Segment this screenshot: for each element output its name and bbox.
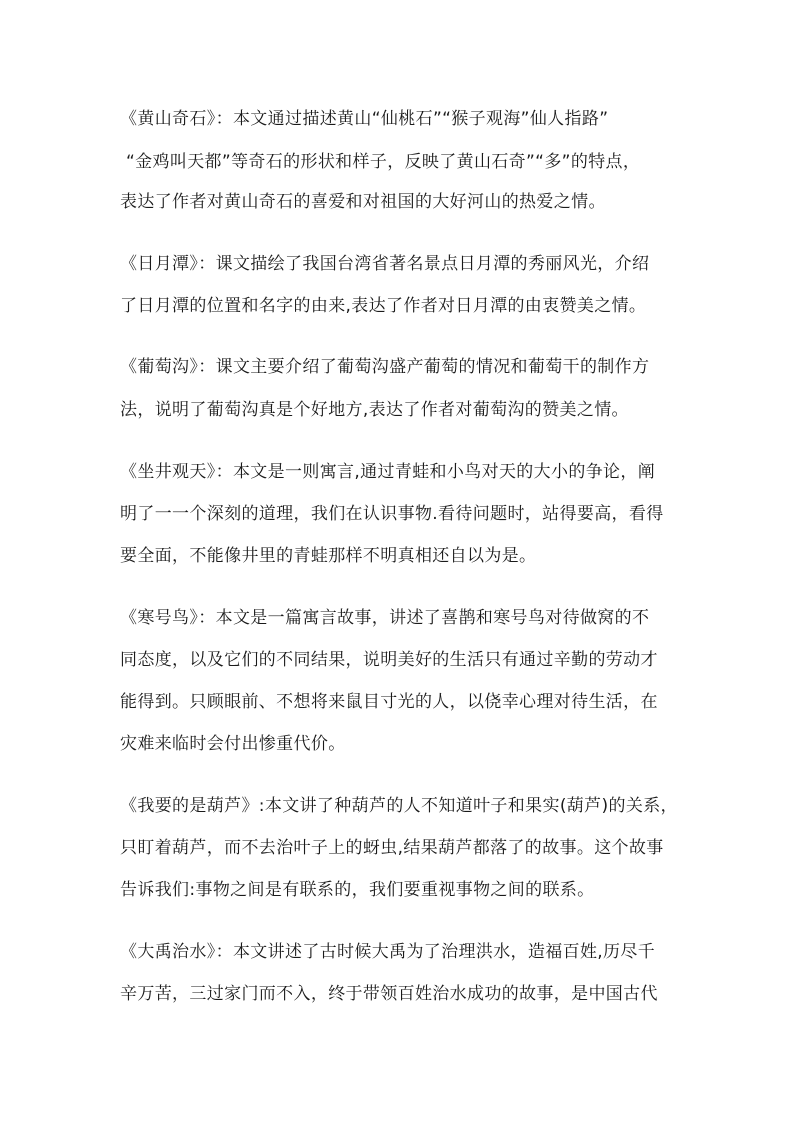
text-line: 《寒号鸟》：本文是一篇寓言故事，讲述了喜鹊和寒号鸟对待做窝的不 bbox=[120, 608, 650, 628]
text-line: 辛万苦，三过家门而不入，终于带领百姓治水成功的故事，是中国古代 bbox=[120, 984, 658, 1004]
text-line: 《我要的是葫芦》:本文讲了种葫芦的人不知道叶子和果实(葫芦)的关系， bbox=[120, 796, 678, 816]
text-line: 明了一一个深刻的道理，我们在认识事物.看待问题时，站得要高，看得 bbox=[120, 504, 664, 524]
text-line: 能得到。只顾眼前、不想将来鼠目寸光的人，以侥幸心理对待生活，在 bbox=[120, 692, 658, 712]
text-line: 法，说明了葡萄沟真是个好地方,表达了作者对葡萄沟的赞美之情。 bbox=[120, 400, 629, 420]
text-line: 灾难来临时会付出惨重代价。 bbox=[120, 734, 346, 754]
text-line: 《坐井观天》：本文是一则寓言,通过青蛙和小鸟对天的大小的争论，阐 bbox=[120, 462, 656, 482]
text-line: 《葡萄沟》：课文主要介绍了葡萄沟盛产葡萄的情况和葡萄干的制作方 bbox=[120, 357, 650, 377]
text-line: “金鸡叫天都”等奇石的形状和样子，反映了黄山石奇”“多”的特点， bbox=[126, 152, 641, 172]
text-line: 只盯着葫芦，而不去治叶子上的蚜虫,结果葫芦都落了的故事。这个故事 bbox=[120, 838, 664, 858]
text-line: 表达了作者对黄山奇石的喜爱和对祖国的大好河山的热爱之情。 bbox=[120, 192, 606, 212]
text-line: 了日月潭的位置和名字的由来,表达了作者对日月潭的由衷赞美之情。 bbox=[120, 296, 647, 316]
text-line: 要全面，不能像井里的青蛙那样不明真相还自以为是。 bbox=[120, 546, 537, 566]
text-line: 《日月潭》：课文描绘了我国台湾省著名景点日月潭的秀丽风光，介绍 bbox=[120, 254, 650, 274]
text-line: 告诉我们:事物之间是有联系的，我们要重视事物之间的联系。 bbox=[120, 880, 595, 900]
text-line: 《大禹治水》：本文讲述了古时候大禹为了治理洪水，造福百姓,历尽千 bbox=[120, 942, 656, 962]
text-line: 《黄山奇石》：本文通过描述黄山“仙桃石”“猴子观海”仙人指路” bbox=[120, 109, 609, 129]
text-line: 同态度，以及它们的不同结果，说明美好的生活只有通过辛勤的劳动才 bbox=[120, 650, 658, 670]
